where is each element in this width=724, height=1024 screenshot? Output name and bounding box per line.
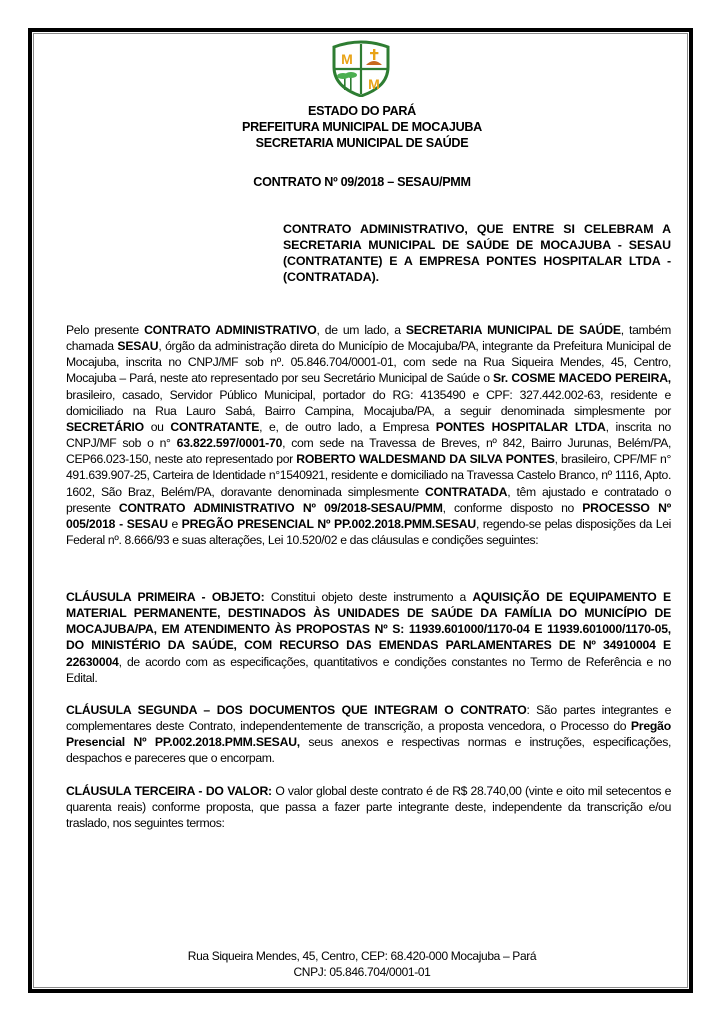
clause-second-documents: CLÁUSULA SEGUNDA – DOS DOCUMENTOS QUE INTEGRAM O CONTRATO: São partes integrantes e complementares deste Contrato, independentemente de transcrição, a proposta vencedora, o Processo do Pregão Presencial Nº PP.002.2018.PMM.SESAU, seus anexos e respectivas normas e instruções, especificações, despachos e pareceres que o encorpam. bbox=[66, 703, 672, 766]
page-footer bbox=[0, 948, 724, 980]
preamble-paragraph: Pelo presente CONTRATO ADMINISTRATIVO, de um lado, a SECRETARIA MUNICIPAL DE SAÚDE, também chamada SESAU, órgão da administração direta do Município de Mocajuba/PA, integrante da Prefeitura Municipal de Mocajuba, inscrita no CNPJ/MF sob nº. 05.846.704/0001-01, com sede na Rua Siqueira Mendes, 45, Centro, Mocajuba – Pará, neste ato representado por seu Secretário Municipal de Saúde o Sr. COSME MACEDO PEREIRA, brasileiro, casado, Servidor Público Municipal, portador do RG: 4135490 e CPF: 327.442.002-63, residente e domiciliado na Rua Lauro Sabá, Bairro Campina, Mocajuba/PA, a seguir denominada simplesmente por SECRETÁRIO ou CONTRATANTE, e, de outro lado, a Empresa PONTES HOSPITALAR LTDA, inscrita no CNPJ/MF sob o n° 63.822.597/0001-70, com sede na Travessa de Breves, nº 842, Bairro Jurunas, Belém/PA, CEP66.023-150, neste ato representado por ROBERTO WALDESMAND DA SILVA PONTES, brasileiro, CPF/MF n° 491.639.907-25, Carteira de Identidade n°1540921, residente e domiciliado na Travessa Castelo Branco, nº 1116, Apto. 1602, São Braz, Belém/PA, doravante denominada simplesmente CONTRATADA, têm ajustado e contratado o presente CONTRATO ADMINISTRATIVO Nº 09/2018-SESAU/PMM, conforme disposto no PROCESSO Nº 005/2018 - SESAU e PREGÃO PRESENCIAL Nº PP.002.2018.PMM.SESAU, regendo-se pelas disposições da Lei Federal nº. 8.666/93 e suas alterações, Lei 10.520/02 e das cláusulas e condições seguintes: bbox=[66, 323, 672, 548]
clause-title: CLÁUSULA SEGUNDA – DOS DOCUMENTOS QUE INTEGRAM O CONTRATO bbox=[66, 703, 527, 717]
clause-third-value: CLÁUSULA TERCEIRA - DO VALOR: O valor global deste contrato é de R$ 28.740,00 (vinte e oito mil setecentos e quarenta reais) conforme proposta, que passa a fazer parte integrante deste, independente da transcrição e/ou traslado, nos seguintes termos: bbox=[66, 784, 671, 831]
contract-number: CONTRATO Nº 09/2018 – SESAU/PMM bbox=[253, 175, 471, 189]
logo-letter-m-bottom: M bbox=[368, 76, 380, 92]
clause-first-object: CLÁUSULA PRIMEIRA - OBJETO: Constitui objeto deste instrumento a AQUISIÇÃO DE EQUIPAMENTO E MATERIAL PERMANENTE, DESTINADOS ÀS UNIDADES DE SAÚDE DA FAMÍLIA DO MUNICÍPIO DE MOCAJUBA/PA, EM ATENDIMENTO ÀS PROPOSTAS Nº S: 11939.601000/1170-04 E 11939.601000/1170-05, DO MINISTÉRIO DA SAÚDE, COM RECURSO DAS EMENDAS PARLAMENTARES DE Nº 34910004 E 22630004, de acordo com as especificações, quantitativos e condições constantes no Termo de Referência e no Edital. bbox=[66, 590, 671, 685]
header-secretariat: SECRETARIA MUNICIPAL DE SAÚDE bbox=[255, 136, 469, 150]
footer-cnpj: CNPJ: 05.846.704/0001-01 bbox=[293, 965, 431, 979]
header-prefecture: PREFEITURA MUNICIPAL DE MOCAJUBA bbox=[242, 120, 482, 134]
footer-address: Rua Siqueira Mendes, 45, Centro, CEP: 68.420-000 Mocajuba – Pará bbox=[187, 949, 537, 963]
logo-letter-m-top: M bbox=[341, 51, 353, 67]
coat-of-arms-logo bbox=[330, 39, 392, 97]
document-header bbox=[0, 103, 724, 151]
header-state: ESTADO DO PARÁ bbox=[308, 104, 416, 118]
clause-title: CLÁUSULA PRIMEIRA - OBJETO: bbox=[66, 590, 265, 604]
clause-title: CLÁUSULA TERCEIRA - DO VALOR: bbox=[66, 784, 272, 798]
contract-summary: CONTRATO ADMINISTRATIVO, QUE ENTRE SI CELEBRAM A SECRETARIA MUNICIPAL DE SAÚDE DE MOCAJUBA - SESAU (CONTRATANTE) E A EMPRESA PONTES HOSPITALAR LTDA - (CONTRATADA). bbox=[283, 222, 671, 284]
